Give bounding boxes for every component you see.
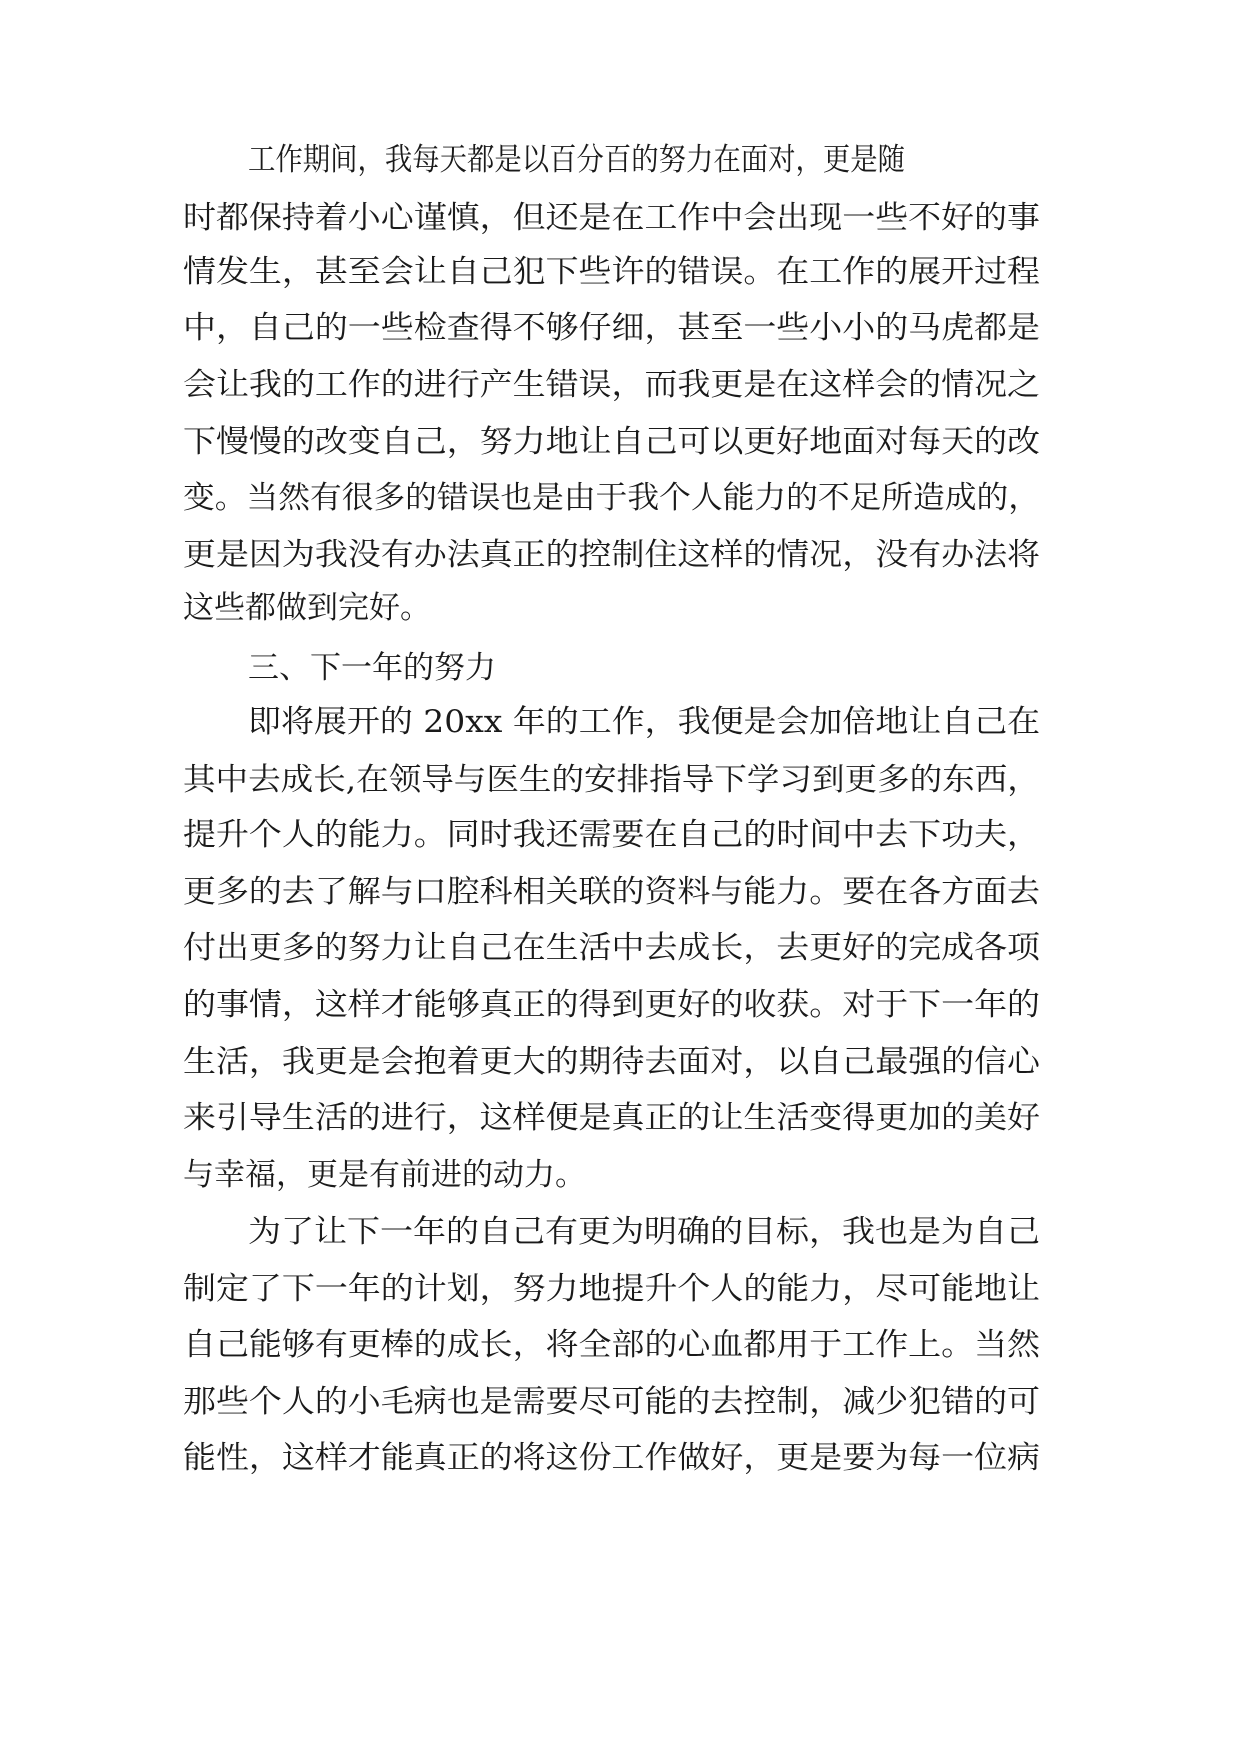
- text-line-14: 更多的去了解与口腔科相关联的资料与能力。要在各方面去: [183, 874, 1040, 910]
- text-line-24: 能性，这样才能真正的将这份工作做好，更是要为每一位病: [183, 1440, 1040, 1476]
- text-line-19: 与幸福，更是有前进的动力。: [183, 1157, 586, 1193]
- text-line-20: 为了让下一年的自己有更为明确的目标，我也是为自己: [248, 1214, 1040, 1250]
- text-line-23: 那些个人的小毛病也是需要尽可能的去控制，减少犯错的可: [183, 1384, 1040, 1420]
- text-line-17: 生活，我更是会抱着更大的期待去面对，以自己最强的信心: [183, 1044, 1040, 1080]
- text-line-15: 付出更多的努力让自己在生活中去成长，去更好的完成各项: [183, 930, 1040, 966]
- text-line-9: 这些都做到完好。: [183, 590, 431, 626]
- text-line-22: 自己能够有更棒的成长，将全部的心血都用于工作上。当然: [183, 1327, 1040, 1363]
- text-line-1: 工作期间，我每天都是以百分百的努力在面对，更是随: [248, 142, 905, 178]
- text-line-16: 的事情，这样才能够真正的得到更好的收获。对于下一年的: [183, 987, 1040, 1023]
- text-line-8: 更是因为我没有办法真正的控制住这样的情况，没有办法将: [183, 537, 1040, 573]
- text-line-2: 时都保持着小心谨慎，但还是在工作中会出现一些不好的事: [183, 200, 1040, 236]
- text-line-5: 会让我的工作的进行产生错误，而我更是在这样会的情况之: [183, 367, 1040, 403]
- text-line-4: 中，自己的一些检查得不够仔细，甚至一些小小的马虎都是: [183, 310, 1040, 346]
- section-heading: 三、下一年的努力: [248, 650, 496, 686]
- text-line-7: 变。当然有很多的错误也是由于我个人能力的不足所造成的，: [183, 480, 1040, 516]
- text-line-11: 即将展开的 20xx 年的工作，我便是会加倍地让自己在: [248, 704, 1041, 740]
- text-line-21: 制定了下一年的计划，努力地提升个人的能力，尽可能地让: [183, 1271, 1040, 1307]
- text-line-13: 提升个人的能力。同时我还需要在自己的时间中去下功夫，: [183, 817, 1040, 853]
- text-line-3: 情发生，甚至会让自己犯下些许的错误。在工作的展开过程: [183, 254, 1040, 290]
- text-line-12: 其中去成长,在领导与医生的安排指导下学习到更多的东西，: [183, 762, 1040, 798]
- text-line-6: 下慢慢的改变自己，努力地让自己可以更好地面对每天的改: [183, 424, 1040, 460]
- text-line-18: 来引导生活的进行，这样便是真正的让生活变得更加的美好: [183, 1100, 1040, 1136]
